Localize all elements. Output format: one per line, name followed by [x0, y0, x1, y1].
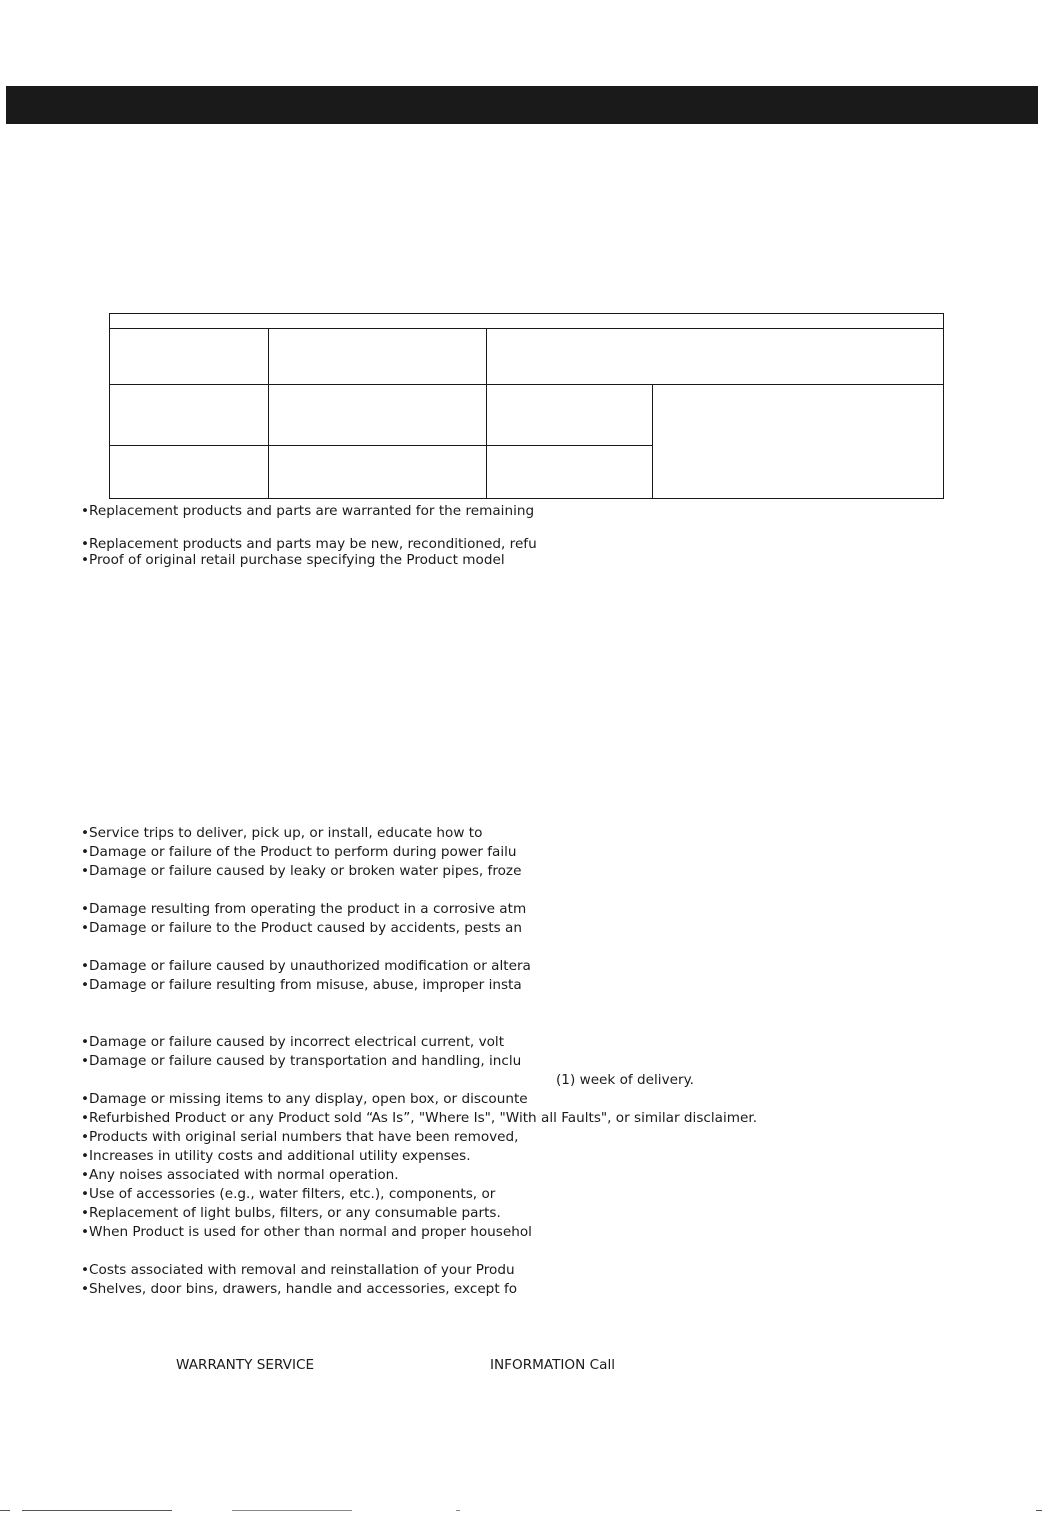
exclusion-item: •Damage or failure caused by transportation and handling, inclu — [81, 1053, 522, 1069]
exclusion-item: •Increases in utility costs and additional utility expenses. — [81, 1148, 471, 1164]
section-header-bar — [6, 86, 1038, 124]
exclusion-item: •Damage or failure to the Product caused by accidents, pests an — [81, 920, 522, 936]
exclusion-item: •Damage or missing items to any display, open box, or discounte — [81, 1091, 528, 1107]
exclusion-item: •Replacement of light bulbs, filters, or any consumable parts. — [81, 1205, 501, 1221]
exclusion-continuation: (1) week of delivery. — [556, 1072, 695, 1088]
coverage-note: •Proof of original retail purchase specifying the Product model — [81, 552, 505, 568]
exclusion-item: •Costs associated with removal and reinstallation of your Produ — [81, 1262, 515, 1278]
coverage-note: •Replacement products and parts may be new, reconditioned, refu — [81, 536, 537, 552]
exclusion-item: •Damage or failure caused by incorrect electrical current, volt — [81, 1034, 505, 1050]
warranty-period-table — [109, 313, 944, 499]
table-divider — [268, 328, 269, 498]
exclusion-item: •Use of accessories (e.g., water filters, etc.), components, or — [81, 1186, 496, 1202]
exclusion-item: •Damage or failure caused by unauthorized modification or altera — [81, 958, 531, 974]
exclusion-item: •Service trips to deliver, pick up, or install, educate how to — [81, 825, 483, 841]
exclusion-item: •Damage resulting from operating the product in a corrosive atm — [81, 901, 527, 917]
exclusion-item: •Refurbished Product or any Product sold “As Is”, "Where Is", "With all Faults", or similar disclaimer. — [81, 1110, 758, 1126]
exclusion-item: •When Product is used for other than normal and proper househol — [81, 1224, 532, 1240]
warranty-service-label: WARRANTY SERVICE — [176, 1357, 315, 1373]
exclusion-item: •Products with original serial numbers that have been removed, — [81, 1129, 519, 1145]
table-divider — [110, 328, 943, 329]
exclusion-item: •Damage or failure caused by leaky or broken water pipes, froze — [81, 863, 522, 879]
exclusion-item: •Any noises associated with normal operation. — [81, 1167, 399, 1183]
exclusion-item: •Damage or failure of the Product to perform during power failu — [81, 844, 517, 860]
table-divider — [486, 328, 487, 498]
coverage-note: •Replacement products and parts are warranted for the remaining — [81, 503, 535, 519]
table-divider — [110, 445, 652, 446]
exclusion-item: •Shelves, door bins, drawers, handle and accessories, except fo — [81, 1281, 518, 1297]
table-divider — [652, 384, 653, 498]
page-edge-marks — [0, 1508, 1045, 1513]
information-call-label: INFORMATION Call — [490, 1357, 615, 1373]
table-divider — [110, 384, 943, 385]
exclusion-item: •Damage or failure resulting from misuse, abuse, improper insta — [81, 977, 522, 993]
